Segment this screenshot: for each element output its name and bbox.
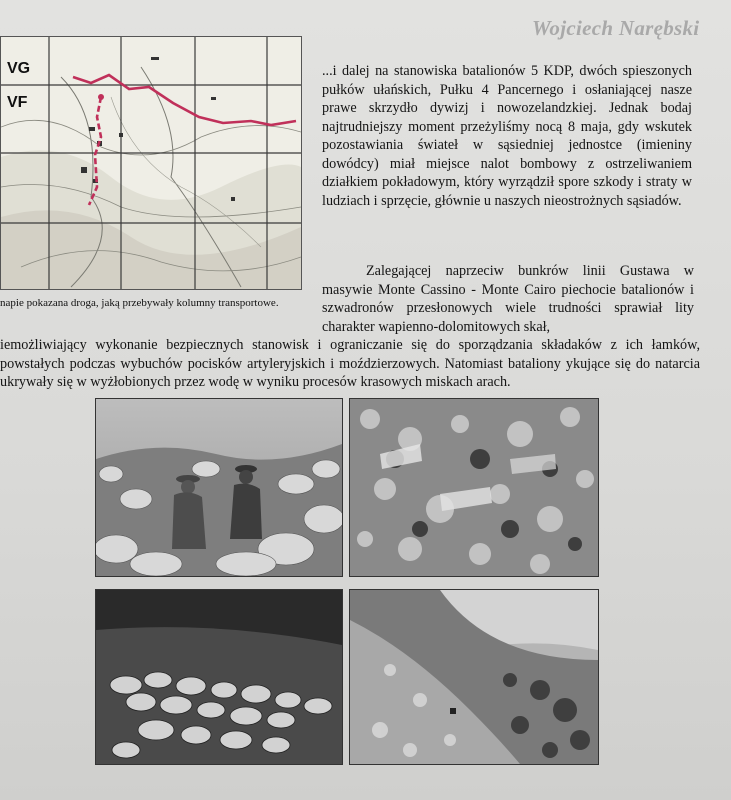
paragraph-1-text: ...i dalej na stanowiska batalionów 5 KDP, dwóch spieszonych pułków ułańskich, Pułku 4 Pancernego i osłaniającej nasze prawe skrzydło dywizj i nowozelandzkiej. Jednak bodaj najtrudniejszy moment przeżyliśmy nocą 8 maja, gdy wskutek pozostawiania świateł w sąsiedniej jednostce (imieniny dowódcy) miał miejsce nalot bombowy z ostrzeliwaniem działkiem pokładowym, który wyrządził spore szkody i straty w ludziach i sprzęcie, głównie u naszych nieostrożnych sąsiadów. [322,63,692,209]
map-grid-label-vf: VF [7,94,28,111]
map-graphic [1,37,301,289]
photo-stone-wall [95,589,343,765]
photo-valley-slope [349,589,599,765]
map-grid-label-vg: VG [7,60,31,77]
running-header-author: Wojciech Narębski [532,16,700,40]
paragraph-3 [0,336,700,392]
paragraph-2-text: Zalegającej naprzeciw bunkrów linii Gustawa w masywie Monte Cassino - Monte Cairo piechocie batalionów i szwadronów przesłonowych wiele trudności sprawiał lity charakter wapienno-dolomitowych skał, [322,263,694,335]
paragraph-2 [322,262,694,336]
map-figure [0,36,302,290]
photo-soldiers-among-rocks [95,398,343,577]
paragraph-3-text: iemożliwiający wykonanie bezpiecznych stanowisk i ograniczanie się do sporządzania składaków z ich łamków, powstałych podczas wybuchów pocisków artyleryjskich i moździerzowych. Natomiast bataliony ykujące się do natarcia ukrywały się w wyżłobionych przez wodę w wyniku procesów krasowych miskach arach. [0,337,700,390]
map-caption: napie pokazana droga, jaką przebywały kolumny transportowe. [0,297,279,309]
photo-rocky-slope-shelters [349,398,599,577]
paragraph-1 [322,62,692,210]
